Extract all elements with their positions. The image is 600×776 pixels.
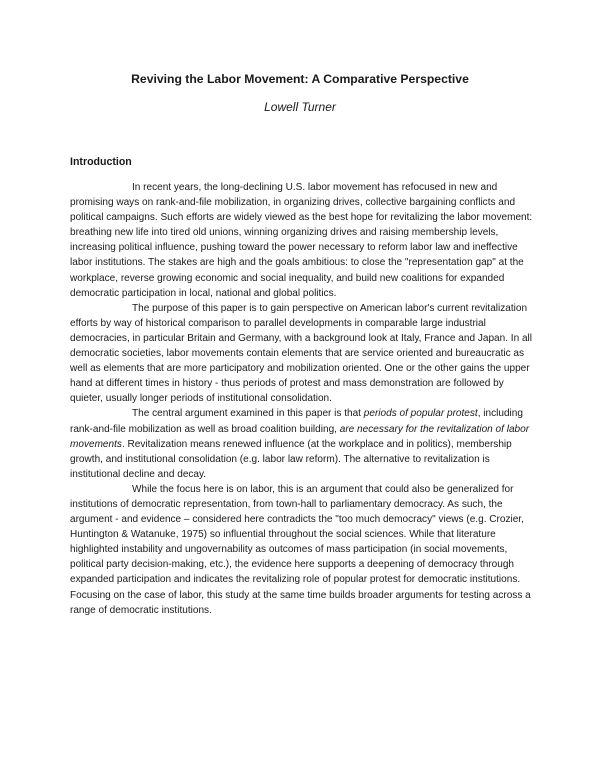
paragraph-3-text-b: , including rank-and-file mobilization as well as broad coalition building, (70, 408, 523, 435)
paragraph-3-emphasis-b: are necessary for the revitalization of labor movements (70, 423, 530, 450)
paragraph-2: The purpose of this paper is to gain perspective on American labor's current revitalization efforts by way of historical comparison to parallel developments in comparable large industrial democracies, in particular Britain and Germany, with a background look at Italy, France and Japan. In all democratic societies, labor movements contain elements that are service oriented and bureaucratic as well as elements that are more participatory and mobilization oriented. One or the other gains the upper hand at different times in history - thus periods of protest and mass demonstration are followed by quieter, usually longer periods of institutional consolidation. (70, 302, 533, 405)
paragraph-4: While the focus here is on labor, this is an argument that could also be generalized for institutions of democratic representation, from town-hall to parliamentary democracy. As such, the argument - and evidence – considered here contradicts the "too much democracy" views (e.g. Crozier, Huntington & Watanuke, 1975) so influential throughout the social sciences. While that literature highlighted instability and ungovernability as outcomes of mass participation (in social movements, political party decision-making, etc.), the evidence here supports a deepening of democracy through expanded participation and indicates the revitalizing role of popular protest for democratic institutions. Focusing on the case of labor, this study at the same time builds broader arguments for testing across a range of democratic institutions. (70, 483, 531, 616)
author-name: Lowell Turner (264, 100, 336, 114)
paragraph-3-text-a: The central argument examined in this paper is that (132, 408, 364, 420)
paragraph-3 (70, 406, 536, 481)
paragraph-1: In recent years, the long-declining U.S. labor movement has refocused in new and promising ways on rank-and-file mobilization, in organizing drives, collective bargaining conflicts and political campaigns. Such efforts are widely viewed as the best hope for revitalizing the labor movement: breathing new life into tired old unions, winning organizing drives and raising membership levels, increasing political influence, pushing toward the power necessary to reform labor law and ineffective labor institutions. The stakes are high and the goals ambitious: to close the "representation gap" at the workplace, reverse growing economic and social inequality, and build new coalitions for expanded democratic participation in local, national and global politics. (70, 182, 533, 299)
paragraph-3-text-c: . Revitalization means renewed influence (at the workplace and in politics), membership growth, and institutional consolidation (e.g. labor law reform). The alternative to revitalization is institutional decline and decay. (70, 438, 512, 480)
paragraph-3-emphasis-a: periods of popular protest (363, 408, 478, 420)
paper-title: Reviving the Labor Movement: A Comparative Perspective (131, 72, 469, 86)
section-heading: Introduction (70, 156, 132, 168)
body-text (70, 180, 536, 618)
